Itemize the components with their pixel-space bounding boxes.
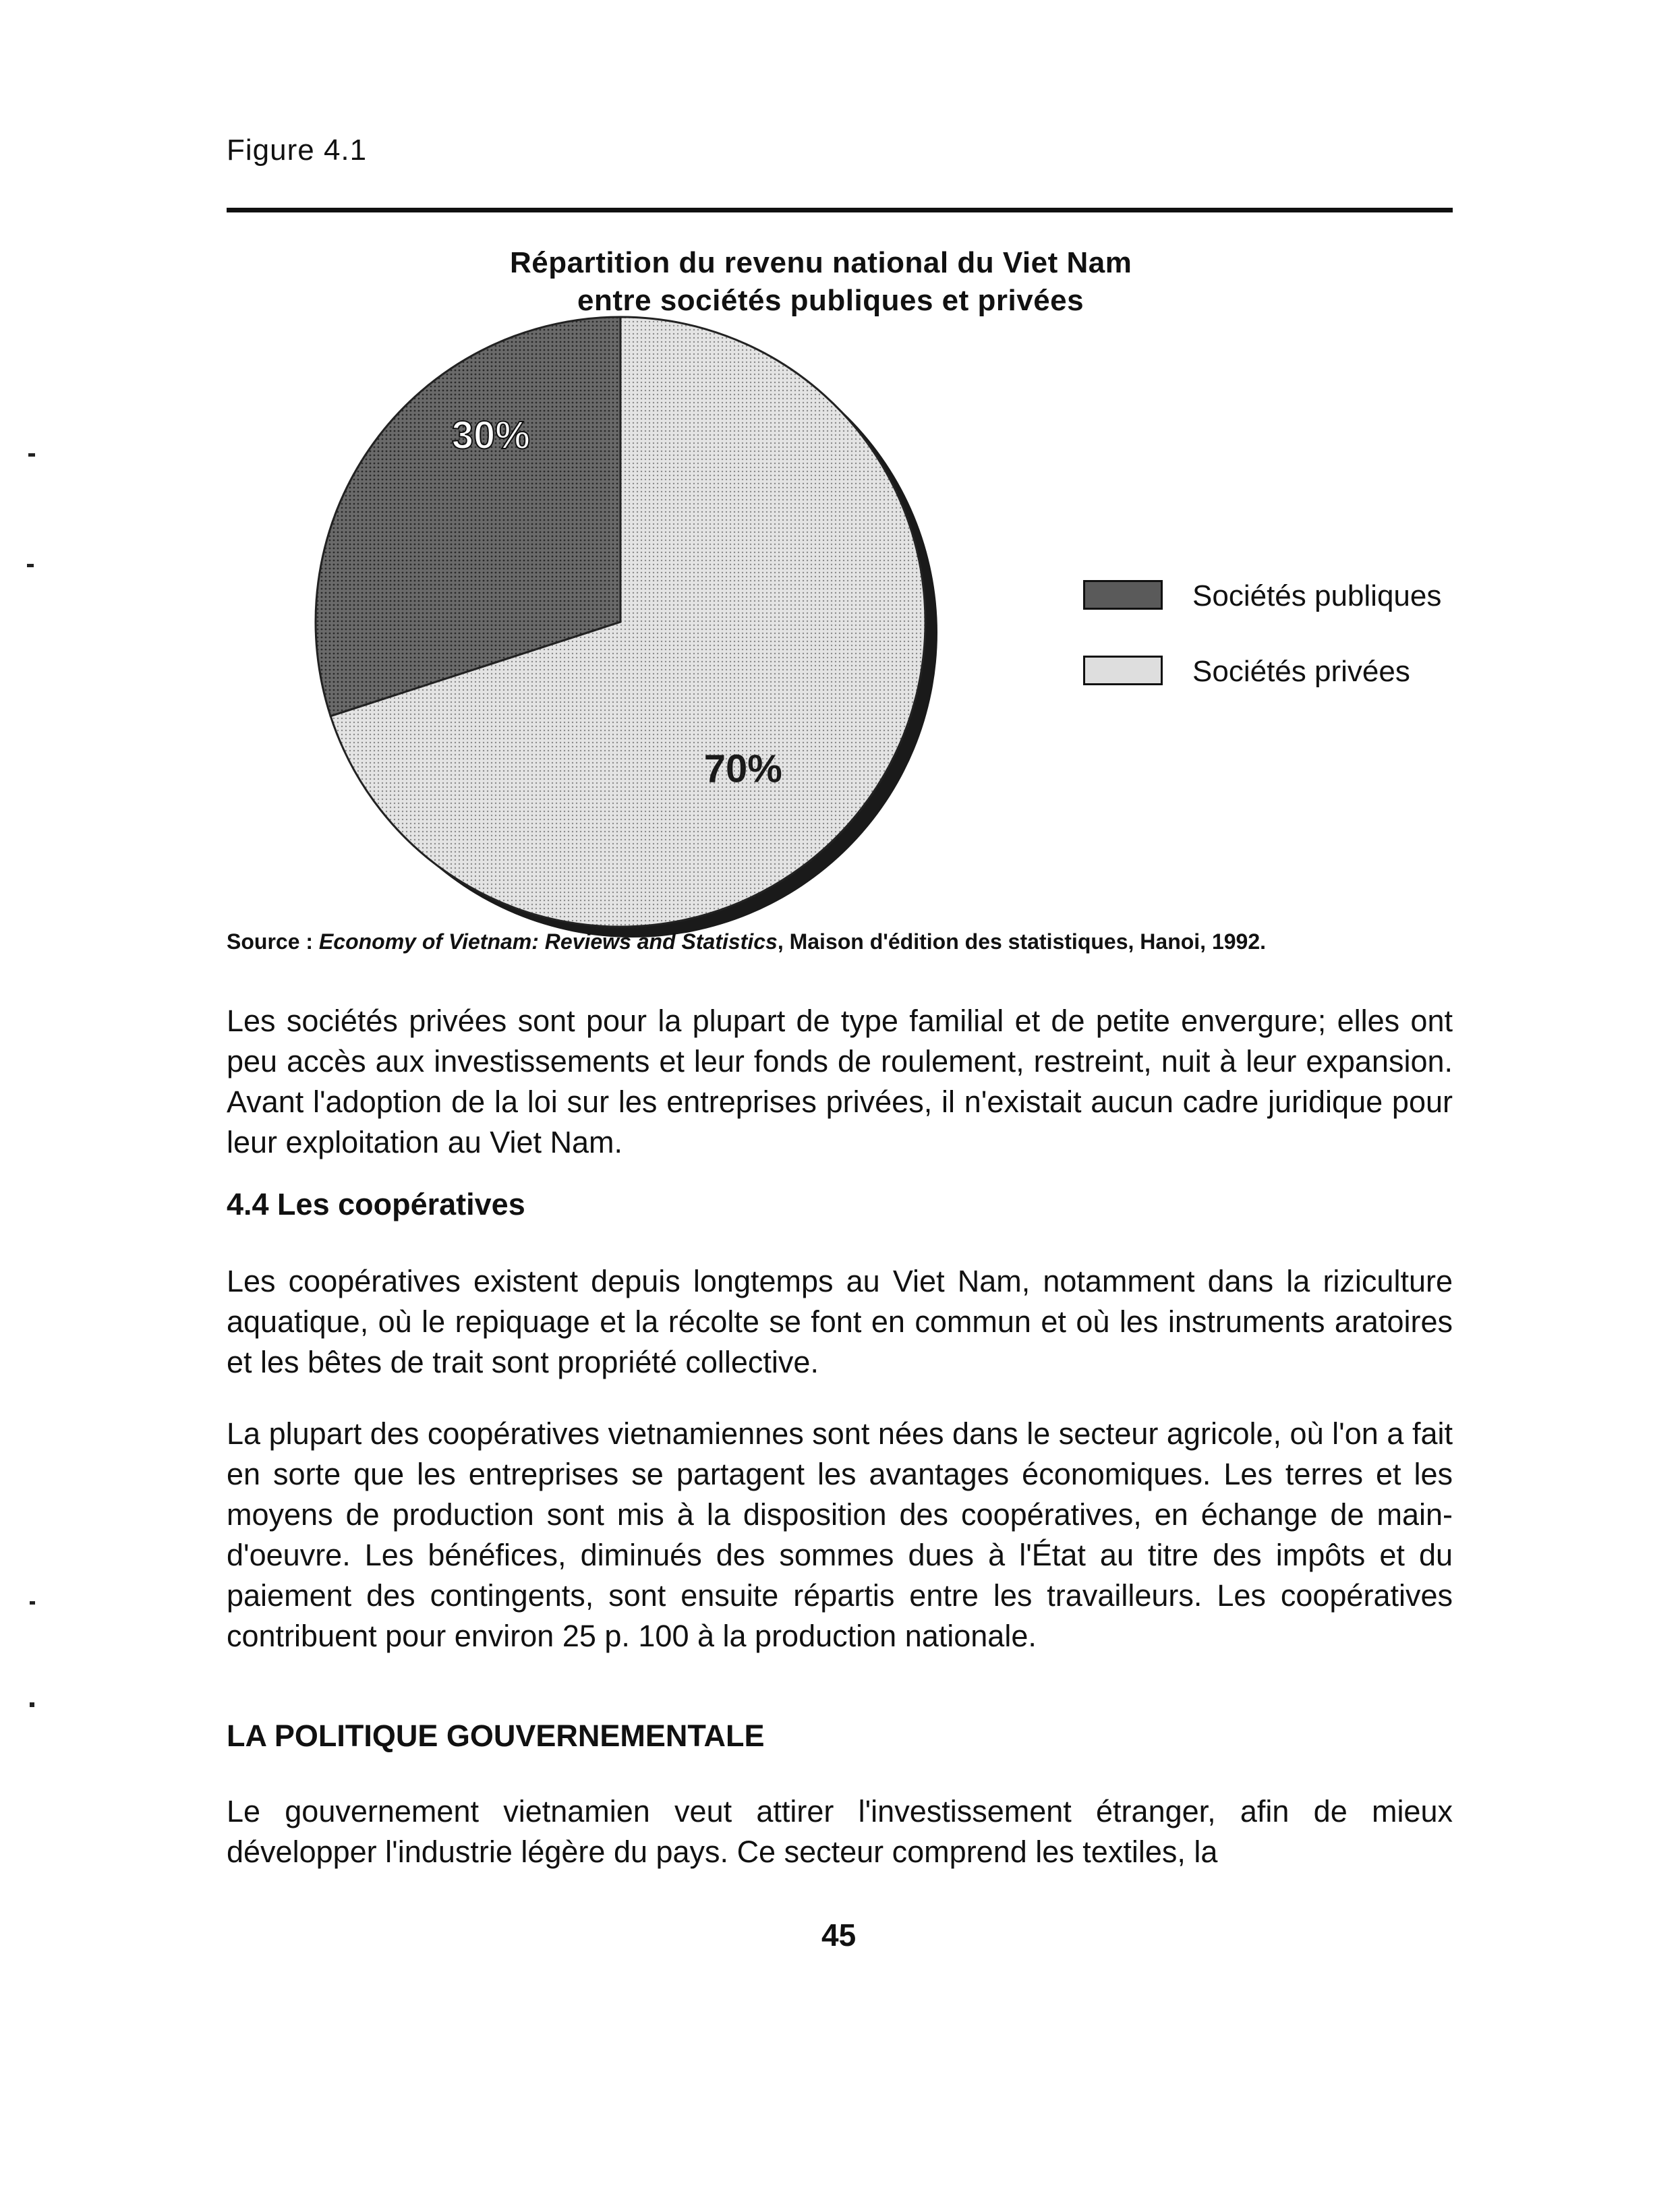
pie-label-private: 70% bbox=[703, 747, 782, 791]
figure-label: Figure 4.1 bbox=[227, 134, 368, 167]
section-heading-cooperatives: 4.4 Les coopératives bbox=[227, 1187, 525, 1221]
source-publisher: , Maison d'édition des statistiques, Hanoi, 1992. bbox=[777, 929, 1267, 954]
scan-speck bbox=[30, 1702, 34, 1707]
page-number: 45 bbox=[821, 1918, 857, 1953]
chart-title-line-2: entre sociétés publiques et privées bbox=[577, 284, 1084, 317]
legend-swatch-public bbox=[1083, 580, 1163, 610]
legend-swatch-private bbox=[1083, 656, 1163, 685]
scan-speck bbox=[27, 564, 34, 567]
source-title: Economy of Vietnam: Reviews and Statistics bbox=[318, 929, 778, 954]
legend-label-private: Sociétés privées bbox=[1192, 655, 1410, 688]
paragraph-private-companies: Les sociétés privées sont pour la plupart de type familial et de petite envergure; elles ont peu accès aux investissements et leur fonds de roulement, restreint, nuit à leur expansion. Avant l'adoption de la loi sur les entreprises privées, il n'existait aucun cadre juridique pour leur exploitation au Viet Nam. bbox=[227, 1004, 1453, 1159]
source-prefix: Source : bbox=[227, 929, 319, 954]
section-heading-government-policy: LA POLITIQUE GOUVERNEMENTALE bbox=[227, 1719, 765, 1753]
paragraph-cooperatives-agriculture: La plupart des coopératives vietnamiennes sont nées dans le secteur agricole, où l'on a fait en sorte que les entreprises se partagent les avantages économiques. Les terres et les moyens de production sont mis à la disposition des coopératives, en échange de main-d'oeuvre. Les bénéfices, diminués des sommes dues à l'État au titre des impôts et du paiement des contingents, sont ensuite répartis entre les travailleurs. Les coopératives contribuent pour environ 25 p. 100 à la production nationale. bbox=[227, 1416, 1453, 1653]
pie-label-public: 30% bbox=[451, 413, 530, 458]
scan-speck bbox=[28, 453, 35, 457]
legend-label-public: Sociétés publiques bbox=[1192, 579, 1442, 612]
paragraph-government-investment: Le gouvernement vietnamien veut attirer l'investissement étranger, afin de mieux développer l'industrie légère du pays. Ce secteur comprend les textiles, la bbox=[227, 1794, 1453, 1869]
scan-speck bbox=[30, 1601, 35, 1605]
chart-source bbox=[227, 929, 1453, 954]
paragraph-cooperatives-history: Les coopératives existent depuis longtemps au Viet Nam, notamment dans la riziculture aquatique, où le repiquage et la récolte se font en commun et où les instruments aratoires et les bêtes de trait sont propriété collective. bbox=[227, 1264, 1453, 1379]
chart-title-line-1: Répartition du revenu national du Viet Nam bbox=[510, 246, 1132, 279]
